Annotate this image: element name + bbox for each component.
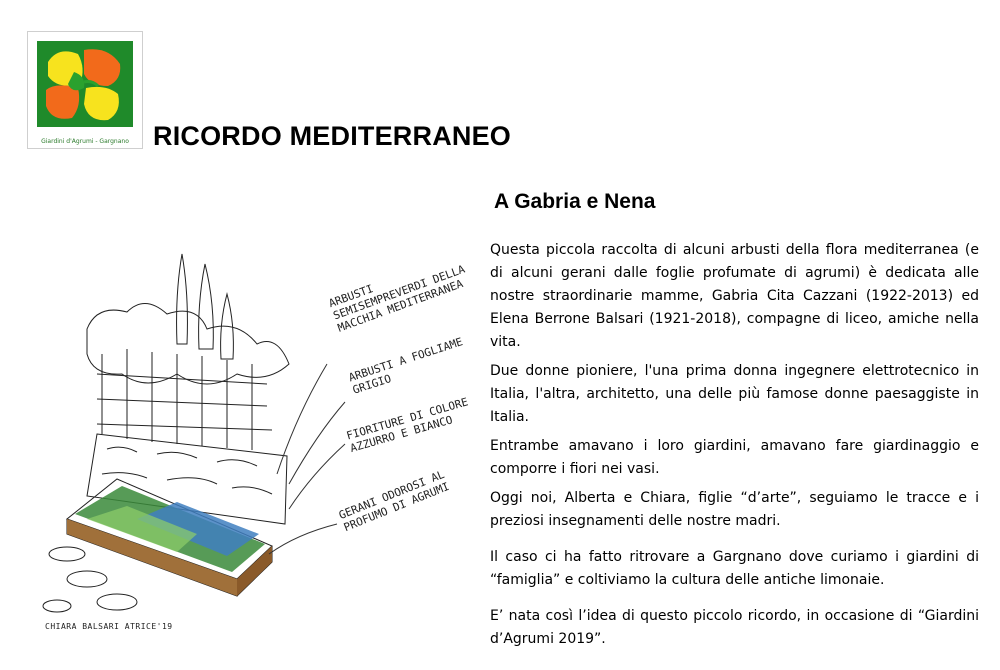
annotation-blooms: FIORITURE DI COLORE AZZURRO E BIANCO bbox=[345, 395, 470, 455]
page-title: RICORDO MEDITERRANEO bbox=[153, 121, 512, 151]
paragraph: Entrambe amavano i loro giardini, amavano fare giardinaggio e comporre i fiori nei vasi. bbox=[490, 438, 979, 477]
annotation-grey-foliage: ARBUSTI A FOGLIAME GRIGIO bbox=[347, 335, 465, 397]
paragraph: Oggi noi, Alberta e Chiara, figlie “d’arte”, seguiamo le tracce e i preziosi insegnamenti delle nostre madri. bbox=[490, 490, 979, 529]
paragraph: Questa piccola raccolta di alcuni arbusti della flora mediterranea (e di alcuni gerani dalle foglie profumate di agrumi) è dedicata alle nostre straordinarie mamme, Gabria Cita Cazzani (1922-2013) ed Elena Berrone Balsari (1921-2018), compagne di liceo, amiche nella vita. bbox=[490, 242, 979, 350]
paragraph: Il caso ci ha fatto ritrovare a Gargnano dove curiamo i giardini di “famiglia” e coltiviamo la cultura delle antiche limonaie. bbox=[490, 549, 979, 588]
annotation-geraniums: GERANI ODOROSI AL PROFUMO DI AGRUMI bbox=[337, 467, 452, 535]
giardini-logo bbox=[27, 31, 143, 149]
paragraph: Due donne pioniere, l'una prima donna ingegnere elettrotecnico in Italia, l'altra, architetto, una delle più famose donne paesaggiste in Italia. bbox=[490, 363, 979, 425]
dedication-heading: A Gabria e Nena bbox=[494, 190, 656, 213]
garden-sketch-illustration bbox=[27, 234, 474, 642]
logo-caption: Giardini d'Agrumi - Gargnano bbox=[41, 138, 129, 145]
citrus-logo-icon bbox=[28, 32, 142, 136]
annotation-shrubs: ARBUSTI SEMISEMPREVERDI DELLA MACCHIA MEDITERRANEA bbox=[327, 262, 467, 335]
paragraph: E’ nata così l’idea di questo piccolo ricordo, in occasione di “Giardini d’Agrumi 2019”. bbox=[490, 608, 979, 647]
artist-signature: CHIARA BALSARI ATRICE'19 bbox=[45, 622, 173, 631]
dedication-text bbox=[490, 239, 979, 657]
